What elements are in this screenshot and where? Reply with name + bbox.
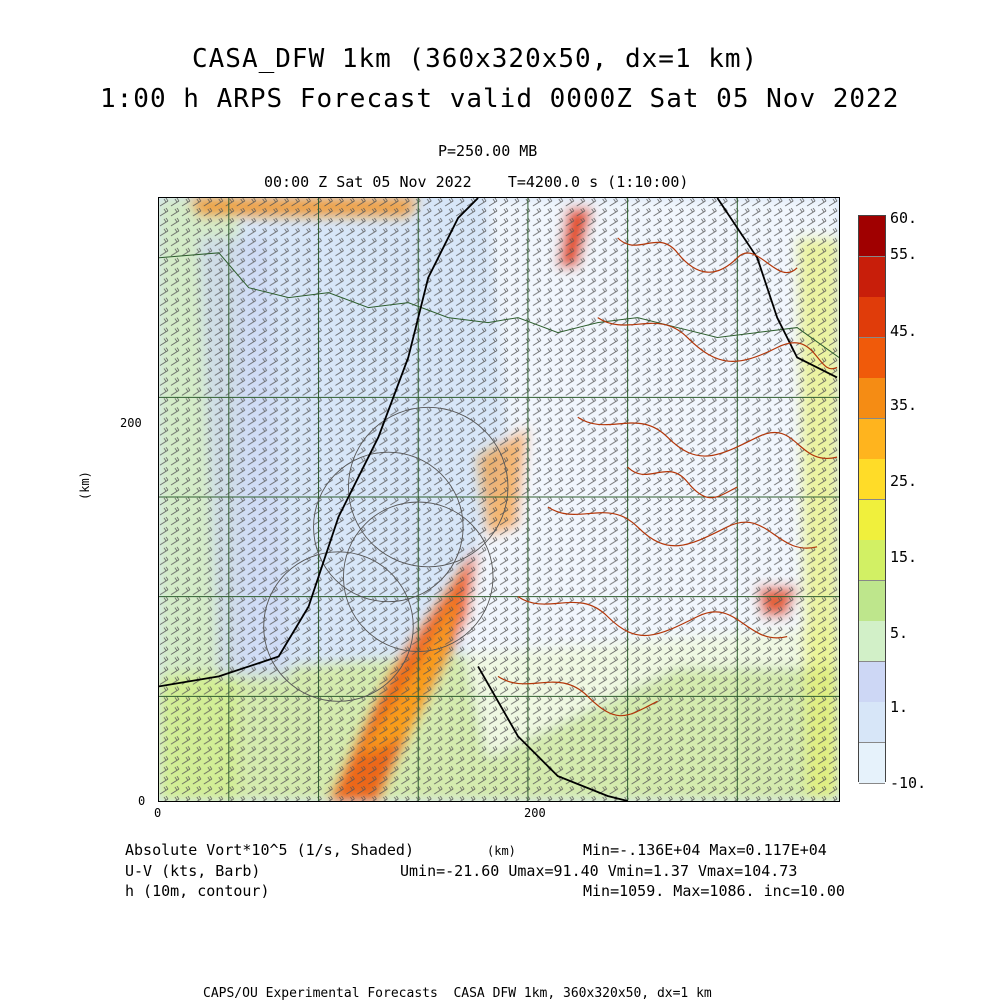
legend-vorticity-range: Min=-.136E+04 Max=0.117E+04	[583, 841, 827, 859]
colorbar-label-35: 35.	[890, 396, 918, 414]
y-axis-label: (km)	[78, 471, 92, 500]
y-tick-200: 200	[120, 416, 142, 430]
colorbar-segment	[859, 581, 885, 622]
colorbar-segment	[859, 621, 885, 662]
colorbar-segment	[859, 378, 885, 419]
colorbar-label-60: 60.	[890, 209, 918, 227]
legend-vorticity-label: Absolute Vort*10^5 (1/s, Shaded)	[125, 841, 414, 859]
x-tick-200: 200	[524, 806, 546, 820]
colorbar-segment	[859, 338, 885, 379]
legend-km-label: (km)	[487, 844, 516, 858]
colorbar-segment	[859, 459, 885, 500]
colorbar-segment	[859, 702, 885, 743]
colorbar-segment	[859, 419, 885, 460]
footer-credit: CAPS/OU Experimental Forecasts CASA DFW 1km, 360x320x50, dx=1 km	[203, 986, 712, 1001]
legend-wind-range: Umin=-21.60 Umax=91.40 Vmin=1.37 Vmax=104.73	[400, 862, 798, 880]
legend-wind-label: U-V (kts, Barb)	[125, 862, 261, 880]
colorbar-segment	[859, 743, 885, 784]
colorbar-segment	[859, 216, 885, 257]
colorbar-label-1: 1.	[890, 698, 909, 716]
title-line-2: 1:00 h ARPS Forecast valid 0000Z Sat 05 Nov 2022	[100, 84, 900, 114]
legend-height-label: h (10m, contour)	[125, 882, 270, 900]
colorbar-label-minus10: -10.	[890, 774, 927, 792]
legend-height-range: Min=1059. Max=1086. inc=10.00	[583, 882, 845, 900]
colorbar	[858, 215, 886, 782]
colorbar-label-5: 5.	[890, 624, 909, 642]
valid-time: 00:00 Z Sat 05 Nov 2022 T=4200.0 s (1:10:00)	[264, 173, 689, 191]
colorbar-segment	[859, 662, 885, 703]
x-tick-0: 0	[154, 806, 162, 820]
colorbar-segment	[859, 540, 885, 581]
colorbar-label-45: 45.	[890, 322, 918, 340]
forecast-map	[158, 197, 840, 802]
colorbar-label-15: 15.	[890, 548, 918, 566]
colorbar-label-55: 55.	[890, 245, 918, 263]
title-line-1: CASA_DFW 1km (360x320x50, dx=1 km)	[192, 44, 759, 74]
colorbar-segment	[859, 257, 885, 298]
pressure-level: P=250.00 MB	[438, 142, 538, 160]
colorbar-segment	[859, 500, 885, 541]
colorbar-label-25: 25.	[890, 472, 918, 490]
colorbar-segment	[859, 297, 885, 338]
y-tick-0: 0	[138, 794, 146, 808]
